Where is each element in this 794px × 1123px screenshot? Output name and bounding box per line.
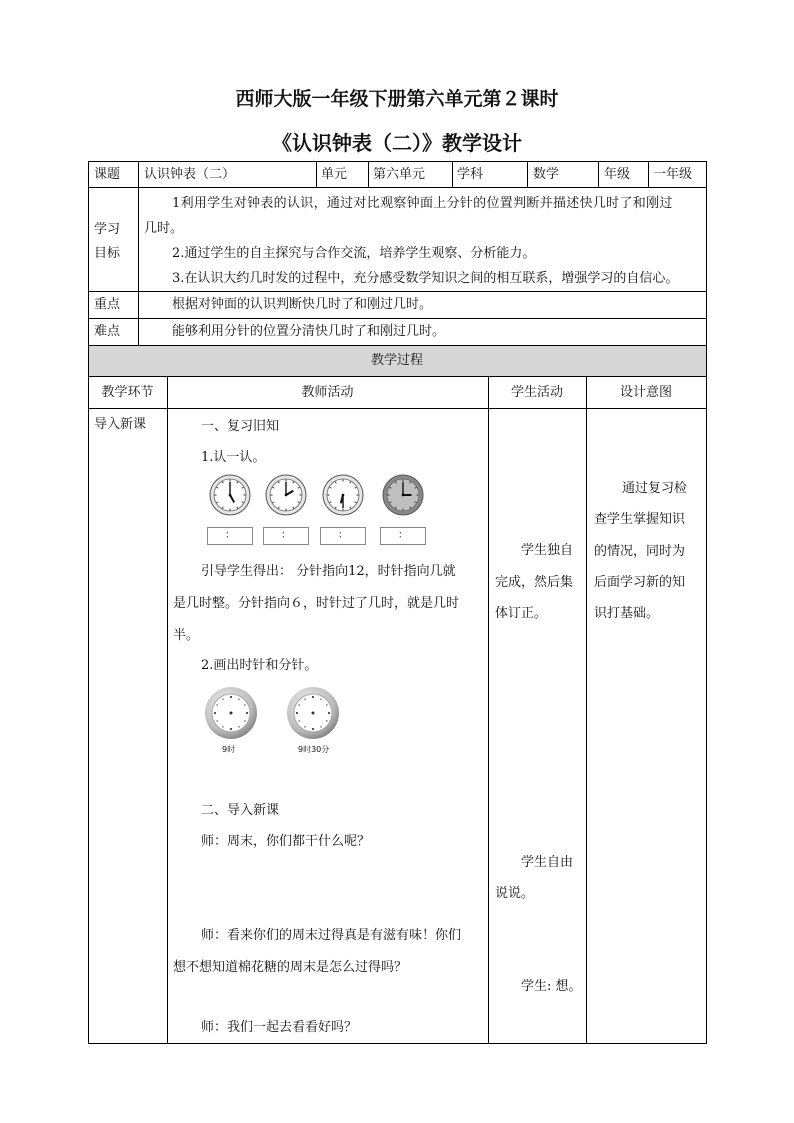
goal-3: 3.在认识大约几时发的过程中，充分感受数学知识之间的相互联系，增强学习的自信心。 — [172, 271, 679, 286]
goal-1a: 1利用学生对钟表的认识，通过对比观察钟面上分针的位置判断并描述快几时了和刚过 — [172, 196, 673, 211]
student-activity-2a: 学生自由 — [521, 855, 574, 870]
student-activity-1a: 学生独自 — [521, 543, 574, 558]
document-title: 西师大版一年级下册第六单元第２课时 — [235, 88, 559, 110]
col-student: 学生活动 — [510, 385, 563, 400]
label-subject: 学科 — [457, 167, 484, 182]
clock-answer-box-3[interactable] — [320, 527, 366, 545]
intro-heading: 二、导入新课 — [201, 803, 280, 818]
student-activity-1c: 体订正。 — [495, 606, 548, 621]
review-item-1: 1.认一认。 — [201, 450, 266, 465]
clock-caption-2: 9时30分 — [298, 745, 330, 754]
student-activity-2b: 说说。 — [495, 886, 535, 901]
clock-face-2 — [266, 475, 306, 515]
blank-clock-1 — [203, 685, 259, 741]
clock-answer-box-1[interactable] — [207, 527, 253, 545]
intent-line-3: 的情况，同时为 — [594, 544, 686, 559]
blank-clock-2 — [285, 685, 341, 741]
clock-row — [200, 470, 440, 520]
key-point-label: 重点 — [94, 297, 121, 312]
col-teacher: 教师活动 — [301, 385, 354, 400]
guide-line-b: 是几时整。分针指向６，时针过了几时，就是几时 — [173, 596, 460, 611]
guide-line-a: 引导学生得出： 分针指向12，时针指向几就 — [201, 564, 456, 579]
clock-answer-colon: ： — [338, 530, 348, 541]
teacher-question-2a: 师：看来你们的周末过得真是有滋有味！你们 — [201, 928, 462, 943]
difficulty-label: 难点 — [94, 324, 121, 339]
intent-line-5: 识打基础。 — [594, 606, 660, 621]
unit-value: 第六单元 — [373, 167, 426, 182]
label-unit: 单元 — [321, 167, 348, 182]
grade-value: 一年级 — [653, 167, 693, 182]
document-subtitle: 《认识钟表（二）》教学设计 — [272, 131, 522, 155]
teacher-question-3: 师：我们一起去看看好吗？ — [201, 1020, 358, 1035]
clock-answer-box-2[interactable] — [263, 527, 309, 545]
clock-answer-box-4[interactable] — [380, 527, 426, 545]
col-intent: 设计意图 — [619, 385, 672, 400]
label-topic: 课题 — [94, 167, 121, 182]
goals-label-line2: 目标 — [94, 246, 121, 261]
stage-name: 导入新课 — [94, 417, 147, 432]
clock-face-4 — [383, 475, 423, 515]
label-grade: 年级 — [604, 167, 631, 182]
teacher-question-1: 师：周末，你们都干什么呢？ — [201, 834, 371, 849]
key-point-text: 根据对钟面的认识判断快几时了和刚过几时。 — [172, 297, 433, 312]
intent-line-2: 查学生掌握知识 — [594, 512, 686, 527]
teacher-question-2b: 想不想知道棉花糖的周末是怎么过得吗？ — [173, 960, 408, 975]
review-item-2: 2.画出时针和分针。 — [201, 658, 318, 673]
student-activity-3: 学生: 想。 — [521, 979, 582, 994]
guide-line-c: 半。 — [173, 628, 200, 643]
clock-face-3 — [323, 475, 363, 515]
goal-2: 2.通过学生的自主探究与合作交流，培养学生观察、分析能力。 — [172, 246, 536, 261]
clock-answer-colon: ： — [225, 530, 235, 541]
topic-value: 认识钟表（二） — [144, 167, 236, 182]
clock-caption-1: 9时 — [222, 745, 236, 754]
intent-line-4: 后面学习新的知 — [594, 575, 686, 590]
process-header: 教学过程 — [370, 353, 423, 368]
goals-label-line1: 学习 — [94, 222, 121, 237]
difficulty-text: 能够利用分针的位置分清快几时了和刚过几时。 — [172, 324, 446, 339]
goal-1b: 几时。 — [144, 221, 184, 236]
col-stage: 教学环节 — [101, 385, 154, 400]
student-activity-1b: 完成，然后集 — [495, 575, 574, 590]
subject-value: 数学 — [533, 167, 560, 182]
clock-answer-colon: ： — [281, 530, 291, 541]
clock-answer-colon: ： — [398, 530, 408, 541]
intent-line-1: 通过复习检 — [622, 481, 688, 496]
clock-face-1 — [210, 475, 250, 515]
review-heading: 一、复习旧知 — [201, 419, 280, 434]
